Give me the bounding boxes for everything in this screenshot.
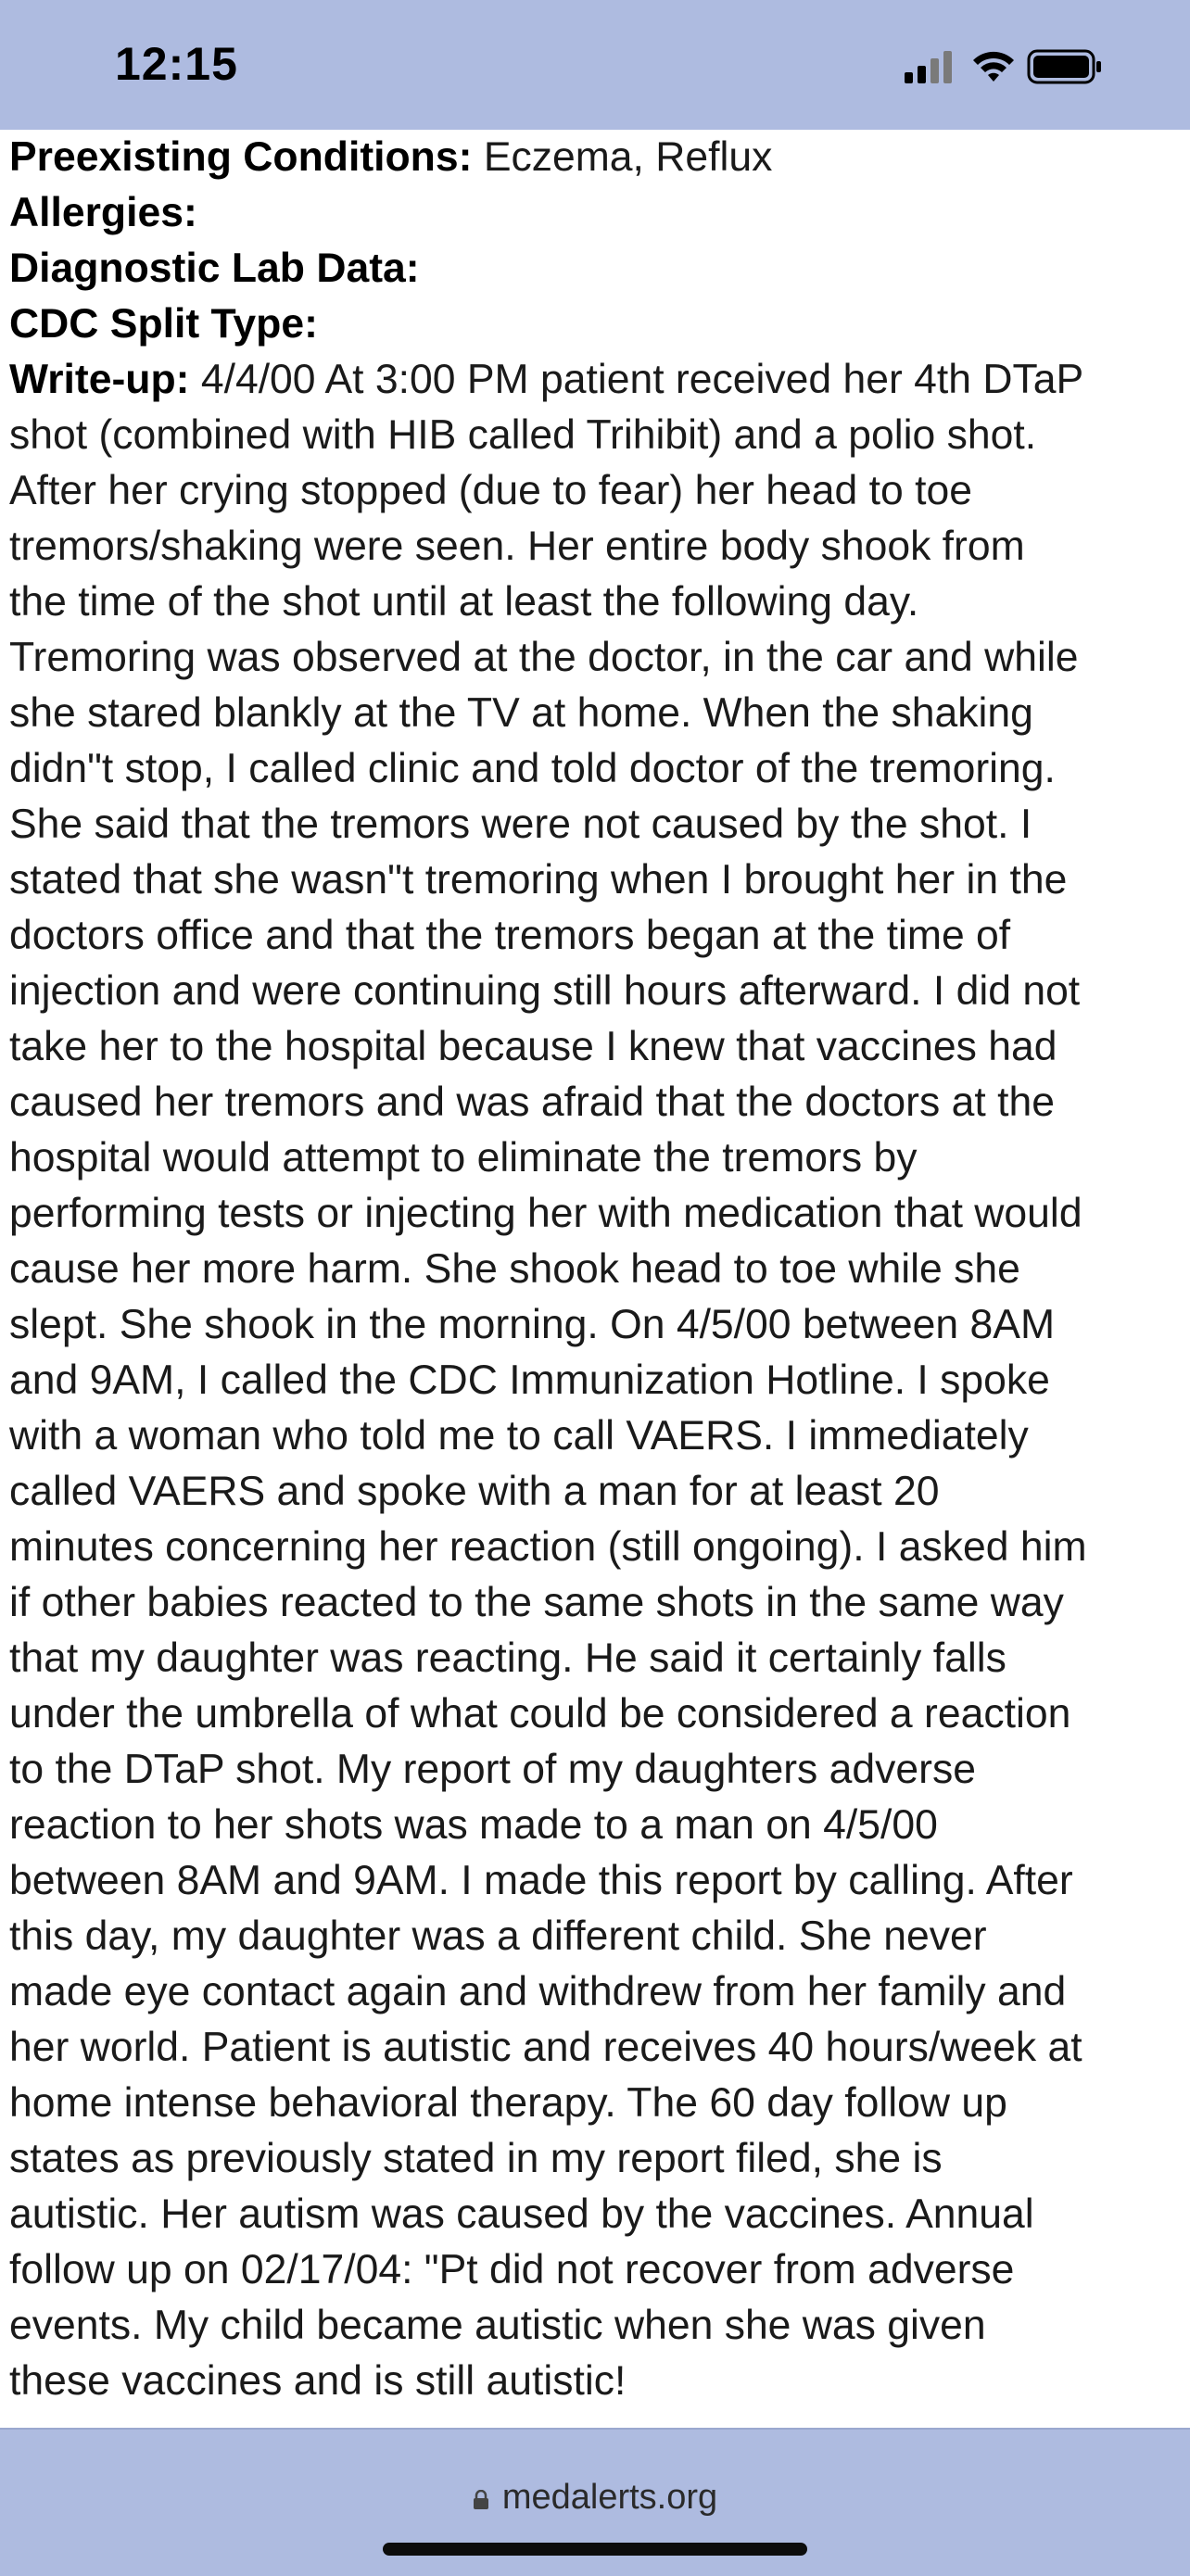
writeup-line: slept. She shook in the morning. On 4/5/00 between 8AM bbox=[9, 1302, 1056, 1347]
writeup-line: this day, my daughter was a different child. She never bbox=[9, 1913, 987, 1959]
browser-bottom-bar bbox=[0, 2428, 1190, 2576]
preexisting-label: Preexisting Conditions: bbox=[9, 134, 473, 180]
writeup-line: autistic. Her autism was caused by the vaccines. Annual bbox=[9, 2191, 1034, 2237]
writeup-line: between 8AM and 9AM. I made this report by calling. After bbox=[9, 1858, 1073, 1903]
writeup-line: if other babies reacted to the same shots in the same way bbox=[9, 1580, 1064, 1625]
writeup-line: caused her tremors and was afraid that the doctors at the bbox=[9, 1080, 1055, 1125]
writeup-line: that my daughter was reacting. He said it certainly falls bbox=[9, 1635, 1006, 1681]
writeup-line: follow up on 02/17/04: "Pt did not recover from adverse bbox=[9, 2247, 1015, 2292]
writeup-line: performing tests or injecting her with medication that would bbox=[9, 1191, 1082, 1236]
writeup-line: home intense behavioral therapy. The 60 day follow up bbox=[9, 2080, 1007, 2126]
writeup-line: 4/4/00 At 3:00 PM patient received her 4th DTaP bbox=[200, 357, 1084, 402]
writeup-line: shot (combined with HIB called Trihibit) and a polio shot. bbox=[9, 412, 1037, 458]
writeup-line: doctors office and that the tremors began at the time of bbox=[9, 913, 1011, 958]
writeup-line: she stared blankly at the TV at home. When the shaking bbox=[9, 690, 1033, 736]
vaers-record bbox=[9, 130, 1186, 2409]
writeup-line: take her to the hospital because I knew that vaccines had bbox=[9, 1024, 1057, 1069]
writeup-line: tremors/shaking were seen. Her entire body shook from bbox=[9, 524, 1025, 569]
home-indicator[interactable] bbox=[383, 2543, 807, 2556]
writeup-line: Tremoring was observed at the doctor, in the car and while bbox=[9, 635, 1079, 680]
writeup-line: with a woman who told me to call VAERS. I immediately bbox=[9, 1413, 1029, 1458]
writeup-line: under the umbrella of what could be considered a reaction bbox=[9, 1691, 1071, 1736]
writeup-line: the time of the shot until at least the following day. bbox=[9, 579, 919, 625]
page-content bbox=[0, 130, 1190, 2428]
address-bar[interactable] bbox=[0, 2478, 1190, 2518]
writeup-line: these vaccines and is still autistic! bbox=[9, 2358, 627, 2404]
preexisting-value: Eczema, Reflux bbox=[483, 134, 773, 180]
writeup-line: and 9AM, I called the CDC Immunization Hotline. I spoke bbox=[9, 1357, 1050, 1403]
status-bar bbox=[0, 0, 1190, 130]
cellular-signal-icon bbox=[903, 48, 958, 85]
status-time: 12:15 bbox=[115, 38, 238, 90]
lock-icon bbox=[473, 2490, 489, 2510]
writeup-line: made eye contact again and withdrew from her family and bbox=[9, 1969, 1067, 2014]
battery-icon bbox=[1027, 48, 1103, 85]
writeup-line: She said that the tremors were not caused by the shot. I bbox=[9, 802, 1032, 847]
writeup-line: called VAERS and spoke with a man for at least 20 bbox=[9, 1469, 940, 1514]
writeup-first-line bbox=[9, 352, 1186, 408]
writeup-line: her world. Patient is autistic and receives 40 hours/week at bbox=[9, 2025, 1082, 2070]
writeup-line: injection and were continuing still hours afterward. I did not bbox=[9, 968, 1081, 1014]
writeup-line: states as previously stated in my report filed, she is bbox=[9, 2136, 943, 2181]
wifi-icon bbox=[969, 48, 1018, 85]
writeup-line: minutes concerning her reaction (still ongoing). I asked him bbox=[9, 1524, 1087, 1570]
writeup-line: stated that she wasn"t tremoring when I brought her in the bbox=[9, 857, 1068, 903]
url-text: medalerts.org bbox=[501, 2478, 718, 2517]
writeup-line: hospital would attempt to eliminate the tremors by bbox=[9, 1135, 918, 1181]
allergies-label: Allergies: bbox=[9, 190, 197, 235]
preexisting-row bbox=[9, 130, 1186, 185]
writeup-line: reaction to her shots was made to a man on 4/5/00 bbox=[9, 1802, 938, 1848]
cdc-split-type-label: CDC Split Type: bbox=[9, 301, 318, 347]
writeup-line: cause her more harm. She shook head to toe while she bbox=[9, 1246, 1020, 1292]
writeup-label: Write-up: bbox=[9, 357, 190, 402]
writeup-line: to the DTaP shot. My report of my daughters adverse bbox=[9, 1747, 976, 1792]
writeup-line: didn"t stop, I called clinic and told doctor of the tremoring. bbox=[9, 746, 1056, 791]
writeup-line: After her crying stopped (due to fear) her head to toe bbox=[9, 468, 972, 513]
writeup-line: events. My child became autistic when she was given bbox=[9, 2303, 986, 2348]
lab-data-label: Diagnostic Lab Data: bbox=[9, 246, 420, 291]
